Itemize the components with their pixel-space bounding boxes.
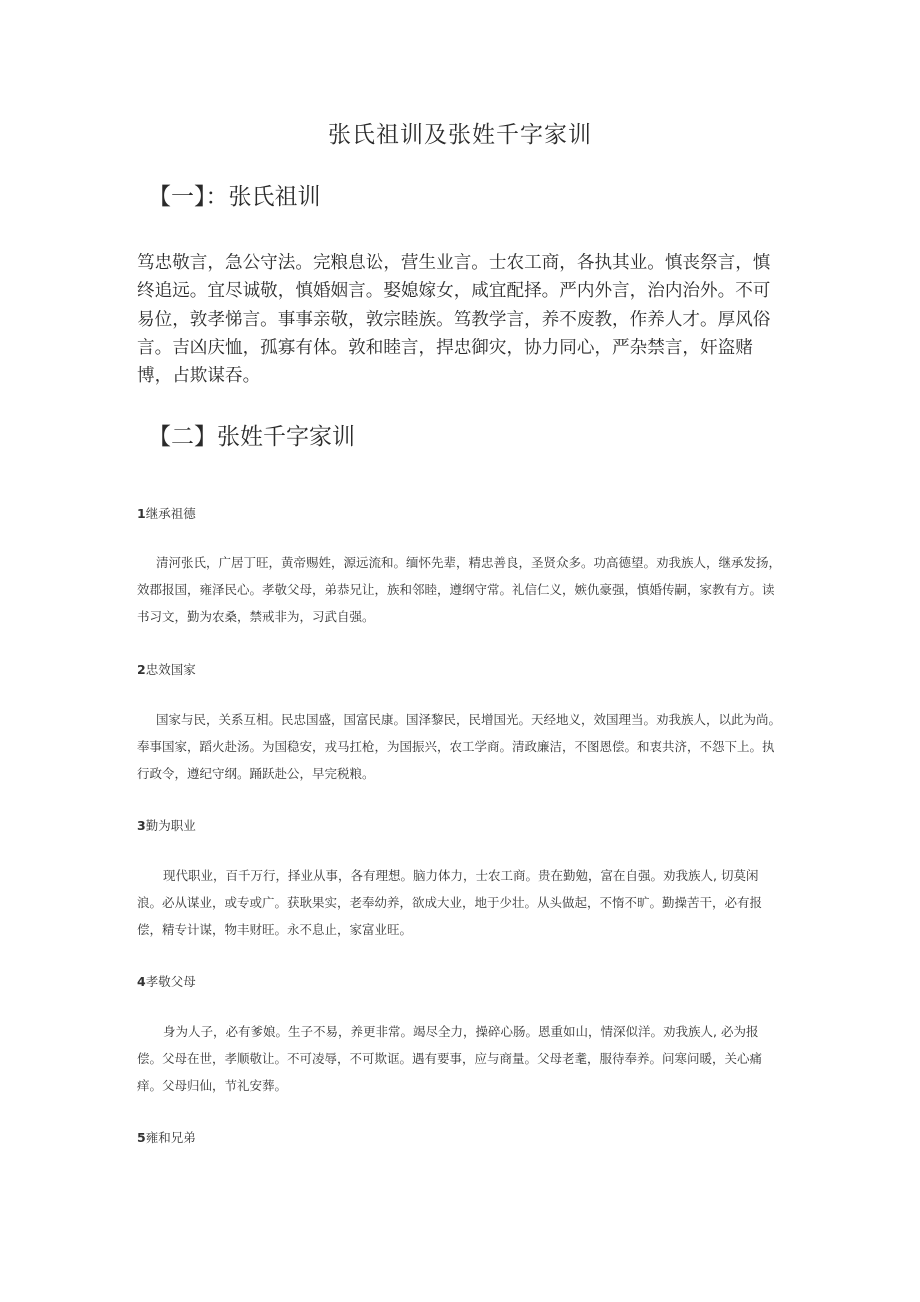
subsection-heading-4 xyxy=(137,973,196,991)
subsection-text-1: 清河张氏，广居丁旺，黄帝赐姓，源远流和。缅怀先辈，精忠善良，圣贤众多。功高德望。劝我族人，继承发扬，效郡报国，雍泽民心。孝敬父母，弟恭兄让，族和邻睦，遵纲守常。礼信仁义，嫉仇豪强，慎婚传嗣，家教有方。读书习文，勤为农桑，禁戒非为，习武自强。 xyxy=(137,555,782,624)
ancestral-instructions-text: 笃忠敬言，急公守法。完粮息讼，营生业言。士农工商，各执其业。慎丧祭言，慎终追远。宜尽诚敬，慎婚姻言。娶媳嫁女，咸宜配择。严内外言，治内治外。不可易位，敦孝悌言。事事亲敬，敦宗睦族。笃教学言，养不废教，作养人才。厚风俗言。吉凶庆恤，孤寡有体。敦和睦言，捍忠御灾，协力同心，严杂禁言，奸盗赌博，占欺谋吞。 xyxy=(137,253,771,387)
subsection-heading-2 xyxy=(137,661,196,679)
subsection-number: 2 xyxy=(137,662,146,677)
subsection-title: 雍和兄弟 xyxy=(145,1130,196,1145)
subsection-text-3: 现代职业，百千万行，择业从事，各有理想。脑力体力，士农工商。贵在勤勉，富在自强。劝我族人, 切莫闲浪。必从谋业，或专或广。获耿果实，老奉幼养，欲成大业，地于少壮。从头做起，不惰不旷。勤操苦干，必有报偿，精专计谋，物丰财旺。永不息止，家富业旺。 xyxy=(137,868,763,937)
subsection-number: 5 xyxy=(137,1130,146,1145)
subsection-text-4: 身为人子，必有爹娘。生子不易，养更非常。竭尽全力，操碎心肠。恩重如山，情深似洋。劝我族人, 必为报偿。父母在世，孝顺敬让。不可凌辱，不可欺诓。遇有要事，应与商量。父母老耄，服待奉养。问寒问暖，关心痛痒。父母归仙，节礼安葬。 xyxy=(137,1024,763,1093)
section-heading-family-precepts: 【二】张姓千字家训 xyxy=(148,424,355,450)
section-heading-ancestral-instructions: 【一】：张氏祖训 xyxy=(148,184,321,210)
subsection-heading-5 xyxy=(137,1129,196,1147)
subsection-text-2: 国家与民，关系互相。民忠国盛，国富民康。国泽黎民，民增国光。天经地义，效国理当。劝我族人，以此为尚。奉事国家，蹈火赴汤。为国稳安，戎马扛枪，为国振兴，农工学商。清政廉洁，不图恩偿。和衷共济，不怨下上。执行政令，遵纪守纲。踊跃赴公，早完税粮。 xyxy=(137,712,782,781)
subsection-title: 忠效国家 xyxy=(145,662,196,677)
subsection-number: 4 xyxy=(137,974,146,989)
subsection-heading-1 xyxy=(137,505,196,523)
subsection-number: 1 xyxy=(137,506,146,521)
document-title: 张氏祖训及张姓千字家训 xyxy=(328,122,592,148)
subsection-number: 3 xyxy=(137,818,146,833)
subsection-title: 孝敬父母 xyxy=(145,974,196,989)
subsection-title: 勤为职业 xyxy=(145,818,196,833)
subsection-title: 继承祖德 xyxy=(145,506,196,521)
subsection-heading-3 xyxy=(137,817,196,835)
